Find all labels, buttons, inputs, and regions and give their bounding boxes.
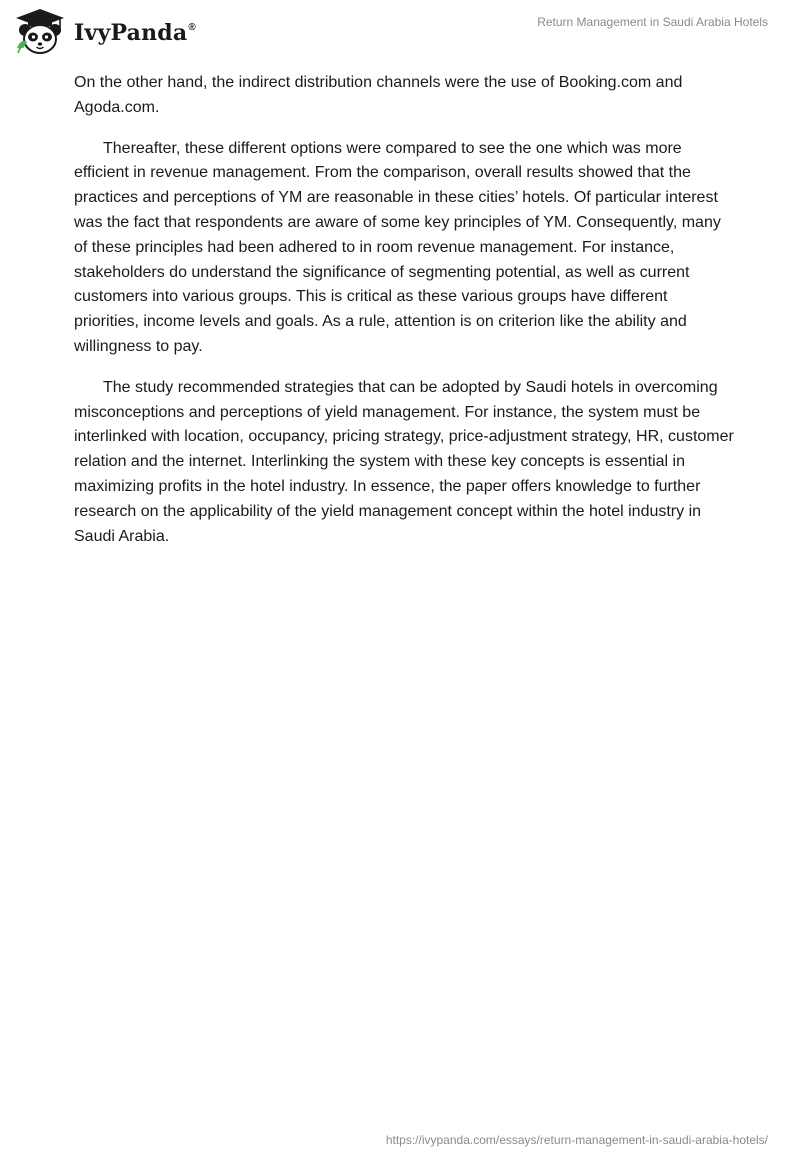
registered-mark: ® [188, 21, 196, 33]
page-header [0, 0, 800, 70]
paragraph: On the other hand, the indirect distribution channels were the use of Booking.com and Agoda.com. [74, 74, 683, 116]
running-title: Return Management in Saudi Arabia Hotels [537, 15, 768, 29]
ivypanda-logo[interactable] [14, 8, 196, 56]
panda-graduate-icon [14, 8, 66, 56]
document-body [74, 71, 734, 565]
paragraph: The study recommended strategies that can be adopted by Saudi hotels in overcoming misconceptions and perceptions of yield management. For instance, the system must be interlinked with location, occupancy, pricing strategy, price-adjustment strategy, HR, customer relation and the internet. Interlinking the system with these key concepts is essential in maximizing profits in the hotel industry. In essence, the paper offers knowledge to further research on the applicability of the yield management concept within the hotel industry in Saudi Arabia. [74, 378, 734, 545]
paragraph: Thereafter, these different options were compared to see the one which was more efficient in revenue management. From the comparison, overall results showed that the practices and perceptions of YM are reasonable in these cities’ hotels. Of particular interest was the fact that respondents are aware of some key principles of YM. Consequently, many of these principles had been adhered to in room revenue management. For instance, stakeholders do understand the significance of segmenting potential, as well as current customers into various groups. This is critical as these various groups have different priorities, income levels and goals. As a rule, attention is on criterion like the ability and willingness to pay. [74, 139, 721, 355]
brand-name: IvyPanda® [74, 20, 196, 46]
source-url[interactable]: https://ivypanda.com/essays/return-management-in-saudi-arabia-hotels/ [385, 1133, 768, 1147]
